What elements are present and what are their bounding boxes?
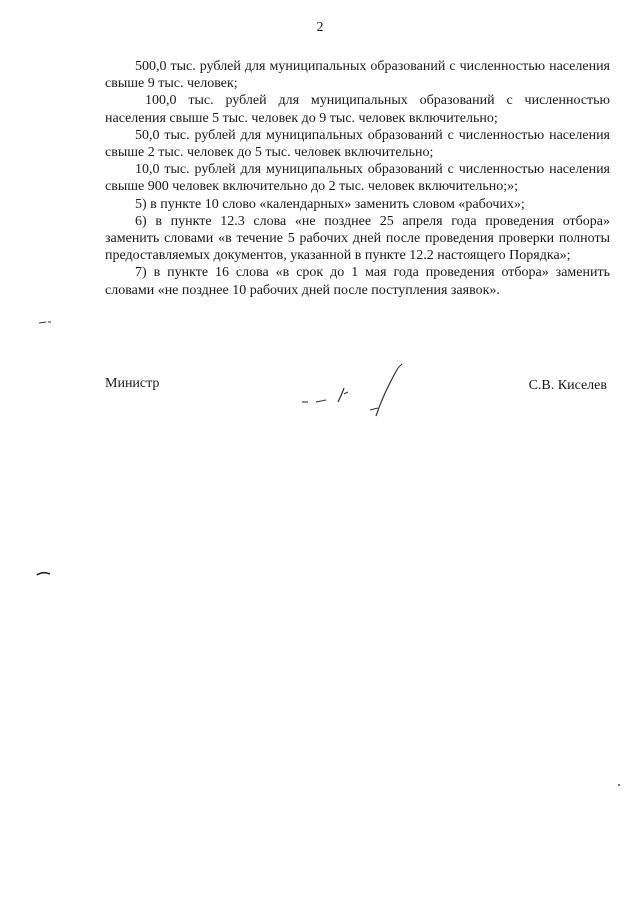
paragraph-6: 6) в пункте 12.3 слова «не позднее 25 апреля года проведения отбора» заменить словами «в течение 5 рабочих дней после проведения проверки полноты предоставляемых документов, указанной в пункте 12.2 настоящего Порядка»;	[105, 213, 610, 264]
paragraph-2: 100,0 тыс. рублей для муниципальных образований с численностью населения свыше 5 тыс. человек до 9 тыс. человек включительно;	[105, 93, 610, 126]
margin-mark-icon	[38, 318, 52, 326]
margin-mark-icon-2	[36, 570, 52, 578]
margin-dot-icon	[617, 783, 621, 787]
handwritten-signature-icon	[298, 358, 418, 418]
paragraph-1: 500,0 тыс. рублей для муниципальных образований с численностью населения свыше 9 тыс. человек;	[105, 59, 610, 92]
paragraph-7: 7) в пункте 16 слова «в срок до 1 мая года проведения отбора» заменить словами «не позднее 10 рабочих дней после поступления заявок».	[105, 265, 610, 298]
paragraph-4: 10,0 тыс. рублей для муниципальных образований с численностью населения свыше 900 человек включительно до 2 тыс. человек включительно;»;	[105, 162, 610, 195]
signatory-name: С.В. Киселев	[528, 378, 607, 393]
page-number: 2	[316, 20, 324, 35]
signatory-title: Министр	[105, 376, 160, 391]
paragraph-5: 5) в пункте 10 слово «календарных» заменить словом «рабочих»;	[135, 196, 525, 212]
paragraph-3: 50,0 тыс. рублей для муниципальных образований с численностью населения свыше 2 тыс. человек до 5 тыс. человек включительно;	[105, 127, 610, 161]
document-body	[105, 58, 610, 299]
